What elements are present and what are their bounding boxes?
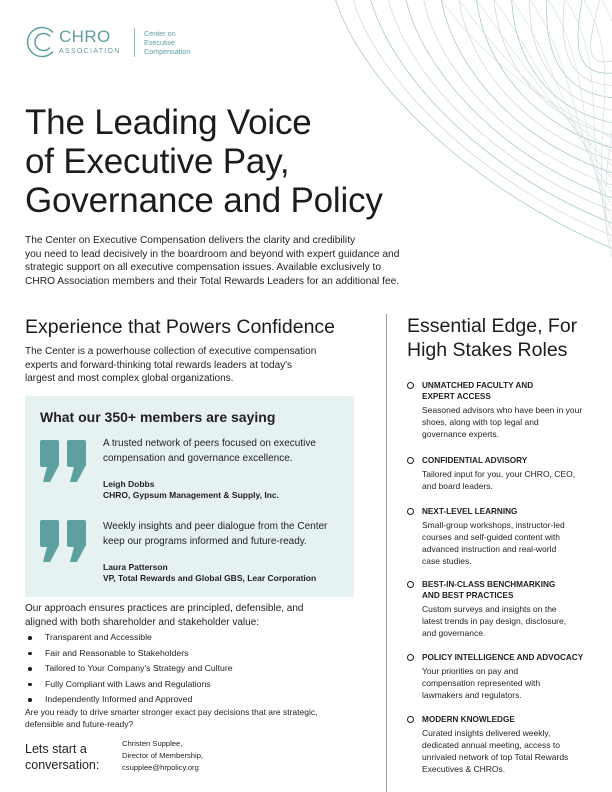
decorative-wave-line [529,0,612,111]
list-item: Tailored to Your Company's Strategy and Culture [25,661,365,677]
decorative-wave-line [529,0,612,212]
page-title: The Leading Voice of Executive Pay, Governance and Policy [25,103,383,220]
testimonial-author-name: Laura Patterson [103,561,168,572]
edge-item-title: BEST-IN-CLASS BENCHMARKING AND BEST PRACTICES [422,580,556,600]
edge-item-body [422,714,607,775]
decorative-wave-line [600,0,612,270]
edge-item [407,652,607,702]
circle-bullet-icon [407,382,414,389]
edge-item-description: Your priorities on pay and compensation represented with lawmakers and regulators. [422,666,541,700]
testimonial-quote: Weekly insights and peer dialogue from the Center keep our programs informed and future-ready. [103,520,328,547]
center-name: Center on Executive Compensation [144,29,191,56]
edge-item-description: Curated insights delivered weekly, dedicated annual meeting, access to unrivaled network of top Total Rewards Executives & CHROs. [422,728,569,774]
chro-logo-icon [25,25,59,59]
decorative-wave-line [494,0,612,136]
quote-icon [40,440,88,482]
edge-item-title: UNMATCHED FACULTY AND EXPERT ACCESS [422,381,534,401]
logo-subtitle: ASSOCIATION [59,48,121,55]
decorative-wave-line [511,0,612,198]
circle-bullet-icon [407,508,414,515]
quote-icon [40,520,88,562]
list-item: Fully Compliant with Laws and Regulations [25,677,365,693]
decorative-wave-line [547,0,612,227]
contact-email[interactable]: csupplee@hrpolicy.org [122,763,199,772]
conversation-label: Lets start a conversation: [25,742,100,772]
testimonial-author [103,479,348,501]
edge-item-body [422,455,607,492]
contact-info [122,738,322,774]
column-divider [386,314,387,792]
edge-item-title: NEXT-LEVEL LEARNING [422,507,518,516]
decorative-wave-line [512,0,612,123]
decorative-wave-line [564,0,612,241]
decorative-wave-line [582,0,612,256]
circle-bullet-icon [407,654,414,661]
testimonials-heading: What our 350+ members are saying [40,409,276,425]
testimonials-box [25,396,354,597]
contact-name: Christen Supplee, [122,739,183,748]
edge-item [407,714,607,782]
logo-wordmark: CHRO [59,27,111,46]
list-item: Transparent and Accessible [25,630,365,646]
testimonial-author-title: VP, Total Rewards and Global GBS, Lear Corporation [103,572,317,583]
edge-item [407,380,607,440]
chro-association-logo [25,24,225,60]
testimonial-author-title: CHRO, Gypsum Management & Supply, Inc. [103,489,280,500]
experience-heading: Experience that Powers Confidence [25,316,336,338]
decorative-wave-line [441,0,612,174]
values-list [25,630,365,708]
decorative-wave-line [563,0,612,85]
circle-bullet-icon [407,457,414,464]
edge-item-title: POLICY INTELLIGENCE AND ADVOCACY [422,653,584,662]
edge-item-title: CONFIDENTIAL ADVISORY [422,456,528,465]
edge-item-title: MODERN KNOWLEDGE [422,715,515,724]
approach-paragraph: Our approach ensures practices are principled, defensible, and aligned with both shareholder and stakeholder value: [25,603,304,628]
edge-item-description: Custom surveys and insights on the latest trends in pay design, disclosure, and governance. [422,604,567,638]
contact-role: Director of Membership, [122,751,204,760]
edge-item [407,455,607,495]
decorative-wave-line [591,0,612,62]
decorative-wave-line [423,0,612,187]
decorative-wave-line [476,0,612,169]
decorative-wave-line [547,0,612,98]
edge-item-description: Tailored input for you, your CHRO, CEO, and board leaders. [422,469,576,491]
testimonial-author-name: Leigh Dobbs [103,478,155,489]
edge-item-body [422,380,607,440]
decorative-wave-line [458,0,612,154]
edge-item-body [422,652,607,701]
testimonial-author [103,562,348,584]
intro-paragraph: The Center on Executive Compensation delivers the clarity and credibility you need to lead decisively in the boardroom and beyond with expert guidance and strategic support on all executive compensation issues. Available exclusively to CHRO Association members and their Total Rewards Leaders for an additional fee. [25,235,400,287]
edge-item [407,579,607,639]
circle-bullet-icon [407,716,414,723]
edge-item-body [422,506,607,567]
decorative-wave-line [459,0,612,161]
testimonial-quote: A trusted network of peers focused on executive compensation and governance excellence. [103,437,316,464]
decorative-wave-line [493,0,612,183]
edge-item-description: Seasoned advisors who have been in your shoes, along with top legal and governance experts. [422,405,583,439]
edge-item-body [422,579,607,639]
edge-item-description: Small-group workshops, instructor-led courses and self-guided content with advanced instruction and real-world case studies. [422,520,565,566]
logo-divider [134,28,135,57]
decorative-wave-line [578,0,612,73]
call-to-action-question: Are you ready to drive smarter stronger exact pay decisions that are strategic, defensible and future-ready? [25,707,318,729]
decorative-wave-line [476,0,612,149]
experience-description: The Center is a powerhouse collection of executive compensation experts and forward-thinking total rewards leaders at today's largest and most complex global organizations. [25,346,317,384]
circle-bullet-icon [407,581,414,588]
essential-edge-heading: Essential Edge, For High Stakes Roles [407,315,578,361]
edge-item [407,506,607,568]
list-item: Independently Informed and Approved [25,692,365,708]
list-item: Fair and Reasonable to Stakeholders [25,646,365,662]
decorative-wave-line [440,0,612,140]
